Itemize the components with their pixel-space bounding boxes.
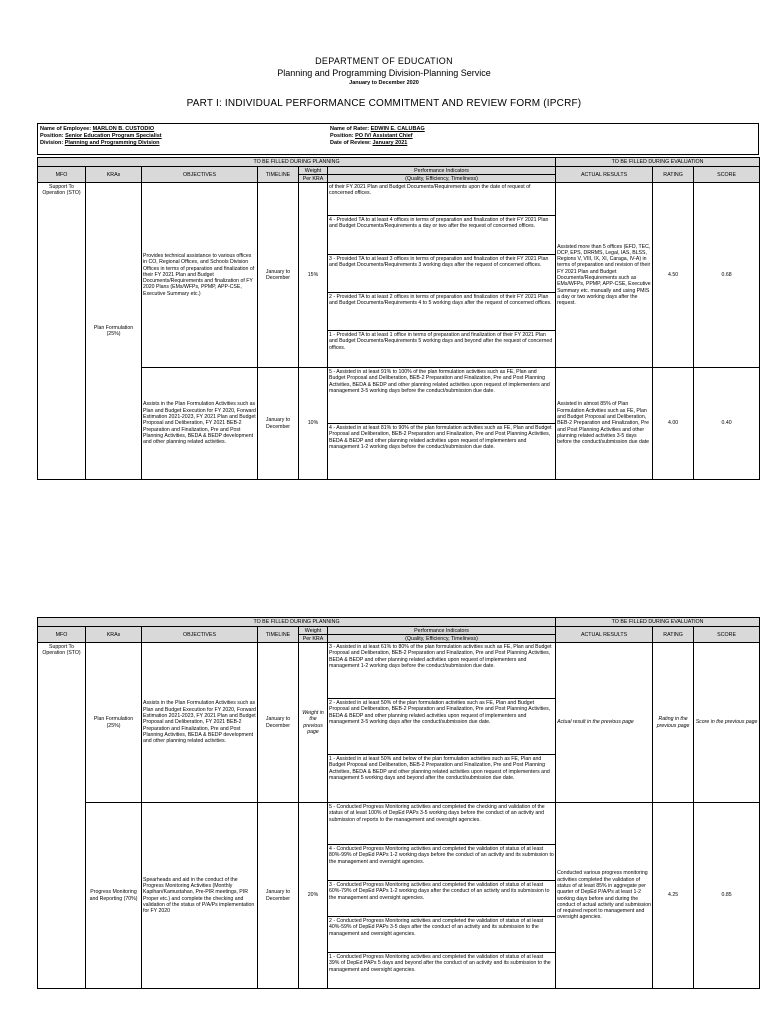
timeline-cell: January to December [258, 368, 299, 480]
timeline-cell: January to December [258, 643, 299, 803]
col-mfo: MFO [38, 627, 86, 643]
col-actual: ACTUAL RESULTS [556, 627, 653, 643]
employee-division-label: Division: [40, 140, 64, 147]
employee-division: Planning and Programming Division [64, 140, 160, 147]
col-kras: KRAs [86, 167, 142, 183]
objective-cell: Assists in the Plan Formulation Activities such as Plan and Budget Execution for FY 2020, Forward Estimation 2021-2023, FY 2021 Plan and Budget Proposal and Deliberation, FY 2021 BEB-2 Preparation and Finalization, Pre and Post Planning Activities, BEDA & BEDP development and other planning related activities. [142, 368, 258, 480]
actual-cell: Assisted in almost 85% of Plan Formulation Activities such as FE, Plan and Budget Proposal and Deliberation, BEB-2 Preparation and Finalization, Pre and Post Planning Activities and other planning related activities 3-5 days before the conduct/submission due date [556, 368, 653, 480]
evaluation-band: TO BE FILLED DURING EVALUATION [556, 158, 760, 167]
rating-cell: 4.50 [653, 183, 694, 368]
review-date: January 2021 [372, 140, 408, 147]
indicator-cell: of their FY 2021 Plan and Budget Documents/Requirements upon the date of request of concerned offices. [328, 183, 556, 216]
indicator-cell: 3 - Conducted Progress Monitoring activities and completed the validation of status of at least 60%-79% of DepEd PAPs 1-2 working days after the conduct of an activity and its submission to the management and oversight agencies. [328, 881, 556, 917]
employee-name-label: Name of Employee: [40, 126, 92, 132]
col-kras: KRAs [86, 627, 142, 643]
col-score: SCORE [694, 627, 760, 643]
indicator-cell: 5 - Conducted Progress Monitoring activities and completed the checking and validation of the status of at least 100% of DepEd PAPs 3-5 working days before the conduct of an activity and submission of reports to the management and oversight agencies. [328, 803, 556, 845]
employee-info-left [40, 126, 162, 148]
rating-cell: 4.25 [653, 803, 694, 989]
rater-position-row [330, 133, 425, 140]
indicator-cell: 2 - Assisted in at least 50% of the plan formulation activities such as FE, Plan and Budget Proposal and Deliberation, BEB-2 Preparation and Finalization, Pre and Post Planning Activities, BEDA & BEDP and other planning related activities upon request of implementers and management 3-5 working days after the conduct/submission due date. [328, 699, 556, 755]
col-weight-2: Per KRA [299, 635, 328, 643]
employee-info-box [37, 123, 759, 155]
ipcrf-table-page1 [37, 157, 760, 480]
indicator-cell: 2 - Conducted Progress Monitoring activities and completed the validation of status of at least 40%-59% of DepEd PAPs 3-5 days after the conduct of an activity and its submission to the management and oversight agencies. [328, 917, 556, 953]
indicator-cell: 4 - Assisted in at least 81% to 90% of the plan formulation activities such as FE, Plan and Budget Proposal and Deliberation, BEB-2 Preparation and Finalization, Pre and Post Planning Activities, BEDA & BEDP and other planning related activities upon request of implementers and management 1-2 working days before the conduct/submission due date. [328, 424, 556, 480]
review-date-row [330, 140, 425, 147]
score-cell: 0.68 [694, 183, 760, 368]
col-perf-2: (Quality, Efficiency, Timeliness) [328, 175, 556, 183]
weight-cell: Weight in the previous page [299, 643, 328, 803]
score-cell: 0.40 [694, 368, 760, 480]
indicator-cell: 1 - Provided TA to at least 1 office in terms of preparation and finalization of their FY 2021 Plan and Budget Documents/Requirements 5 working days and beyond after the request of concerned offices. [328, 331, 556, 368]
col-actual: ACTUAL RESULTS [556, 167, 653, 183]
employee-position-row [40, 133, 162, 140]
col-weight-1: Weight [299, 627, 328, 635]
employee-position-label: Position: [40, 133, 64, 140]
col-rating: RATING [653, 627, 694, 643]
actual-cell: Actual result in the previous page [556, 643, 653, 803]
kra-cell: Plan Formulation (25%) [86, 643, 142, 803]
col-perf-2: (Quality, Efficiency, Timeliness) [328, 635, 556, 643]
employee-division-row [40, 140, 162, 147]
mfo-cell: Support To Operation (STO) [38, 183, 86, 480]
indicator-cell: 4 - Provided TA to at least 4 offices in terms of preparation and finalization of their FY 2021 Plan and Budget Documents/Requirements a day or two after the request of concerned offices. [328, 216, 556, 255]
score-cell: Score in the previous page [694, 643, 760, 803]
period-label: January to December 2020 [349, 80, 419, 86]
department-title: DEPARTMENT OF EDUCATION [315, 56, 453, 66]
evaluation-band: TO BE FILLED DURING EVALUATION [556, 618, 760, 627]
weight-cell: 15% [299, 183, 328, 368]
rater-name: EDWIN E. CALUBAG [370, 126, 425, 132]
review-date-label: Date of Review: [330, 140, 371, 147]
actual-cell: Assisted more than 5 offices (EFD, TEC, DCP, EPS, DRRMS, Legal, IAS, BLSS, Regions V, VIII, IX, XI, Caraga, IV-A) in terms of preparation and revision of their FY 2021 Plan and Budget Documents/Requirements such as EMs/WFPs, PPMP, APP-CSE, Executive Summary etc. manually and using PMIS a day or two working days after the request. [556, 183, 653, 368]
indicator-cell: 4 - Conducted Progress Monitoring activities and completed the validation of status of at least 80%-99% of DepEd PAPs 1-2 working days before the conduct of an activity and its submission to the management and oversight agencies. [328, 845, 556, 881]
employee-name-row [40, 126, 162, 133]
col-weight-1: Weight [299, 167, 328, 175]
form-title: PART I: INDIVIDUAL PERFORMANCE COMMITMENT AND REVIEW FORM (IPCRF) [186, 98, 582, 109]
col-timeline: TIMELINE [258, 167, 299, 183]
indicator-cell: 5 - Assisted in at least 91% to 100% of the plan formulation activities such as FE, Plan and Budget Proposal and Deliberation, BEB-2 Preparation and Finalization, Pre and Post Planning Activities, BEDA & BEDP and other planning related activities upon request of implementers and management 3-5 working days before the conduct/submission due date. [328, 368, 556, 424]
indicator-cell: 3 - Provided TA to at least 3 offices in terms of preparation and finalization of their FY 2021 Plan and Budget Documents/Requirements 3 working days after the request of concerned offices. [328, 255, 556, 293]
col-timeline: TIMELINE [258, 627, 299, 643]
indicator-cell: 1 - Conducted Progress Monitoring activities and completed the validation of status of at least 39% of DepEd PAPs 5 days and beyond after the conduct of an activity and its submission to the management and oversight agencies. [328, 953, 556, 989]
mfo-cell: Support To Operation (STO) [38, 643, 86, 989]
col-perf-1: Performance Indicators [328, 627, 556, 635]
col-score: SCORE [694, 167, 760, 183]
rater-name-label: Name of Rater: [330, 126, 370, 132]
actual-cell: Conducted various progress monitoring activities completed the validation of status of at least 85% in aggregate per quarter of DepEd P/A/Ps at least 1-2 working days before and during the conduct of actual activity and submission of required report to management and oversight agencies. [556, 803, 653, 989]
employee-position: Senior Education Program Specialist [65, 133, 162, 140]
indicator-cell: 3 - Assisted in at least 61% to 80% of the plan formulation activities such as FE, Plan and Budget Proposal and Deliberation, BEB-2 Preparation and Finalization, Pre and Post Planning Activities, BEDA & BEDP and other planning related activities upon request of implementers and management 1-2 working days before the conduct/submission due date. [328, 643, 556, 699]
rater-info-right [330, 126, 425, 148]
indicator-cell: 1 - Assisted in at least 50% and below of the plan formulation activities such as FE, Plan and Budget Proposal and Deliberation, BEB-2 Preparation and Finalization, Pre and Post Planning Activities, BEDA & BEDP and other planning related activities upon request of implementers and management 5 working days and beyond after the conduct/submission due date. [328, 755, 556, 803]
col-mfo: MFO [38, 167, 86, 183]
objective-cell: Assists in the Plan Formulation Activities such as Plan and Budget Execution for FY 2020, Forward Estimation 2021-2023, FY 2021 Plan and Budget Proposal and Deliberation, FY 2021 BEB-2 Preparation and Finalization, Pre and Post Planning Activities, BEDA & BEDP development and other planning related activities. [142, 643, 258, 803]
col-perf-1: Performance Indicators [328, 167, 556, 175]
rater-position-label: Position: [330, 133, 354, 140]
kra-cell: Progress Monitoring and Reporting (70%) [86, 803, 142, 989]
weight-cell: 10% [299, 368, 328, 480]
objective-cell: Spearheads and aid in the conduct of the Progress Monitoring Activities (Monthly Kapihan/Kamustahan, Pre-PIR meetings, PIR Proper etc.) and complete the checking and validation of the status of P/A/Ps implementation for FY 2020 [142, 803, 258, 989]
kra-cell: Plan Formulation (25%) [86, 183, 142, 480]
col-objectives: OBJECTIVES [142, 167, 258, 183]
ipcrf-table-page2 [37, 617, 760, 989]
objective-cell: Provides technical assistance to various offices in CO, Regional Offices, and Schools Division Offices in terms of preparation and finalization of their FY 2021 Plan and Budget Documents/Requirements and finalization of FY 2020 Plans (EMs/WFPs, PPMP, APP-CSE, Executive Summary etc.) [142, 183, 258, 368]
rater-name-row [330, 126, 425, 133]
timeline-cell: January to December [258, 183, 299, 368]
weight-cell: 20% [299, 803, 328, 989]
score-cell: 0.85 [694, 803, 760, 989]
col-weight-2: Per KRA [299, 175, 328, 183]
rating-cell: Rating in the previous page [653, 643, 694, 803]
planning-band: TO BE FILLED DURING PLANNING [38, 158, 556, 167]
rater-position: PO IV/ Assistant Chief [355, 133, 413, 140]
planning-band: TO BE FILLED DURING PLANNING [38, 618, 556, 627]
indicator-cell: 2 - Provided TA to at least 2 offices in terms of preparation and finalization of their FY 2021 Plan and Budget Documents/Requirements 4 to 5 working days after the request of concerned offices. [328, 293, 556, 331]
timeline-cell: January to December [258, 803, 299, 989]
col-rating: RATING [653, 167, 694, 183]
col-objectives: OBJECTIVES [142, 627, 258, 643]
employee-name: MARLON B. CUSTODIO [92, 126, 155, 132]
rating-cell: 4.00 [653, 368, 694, 480]
division-title: Planning and Programming Division-Planning Service [277, 68, 491, 78]
